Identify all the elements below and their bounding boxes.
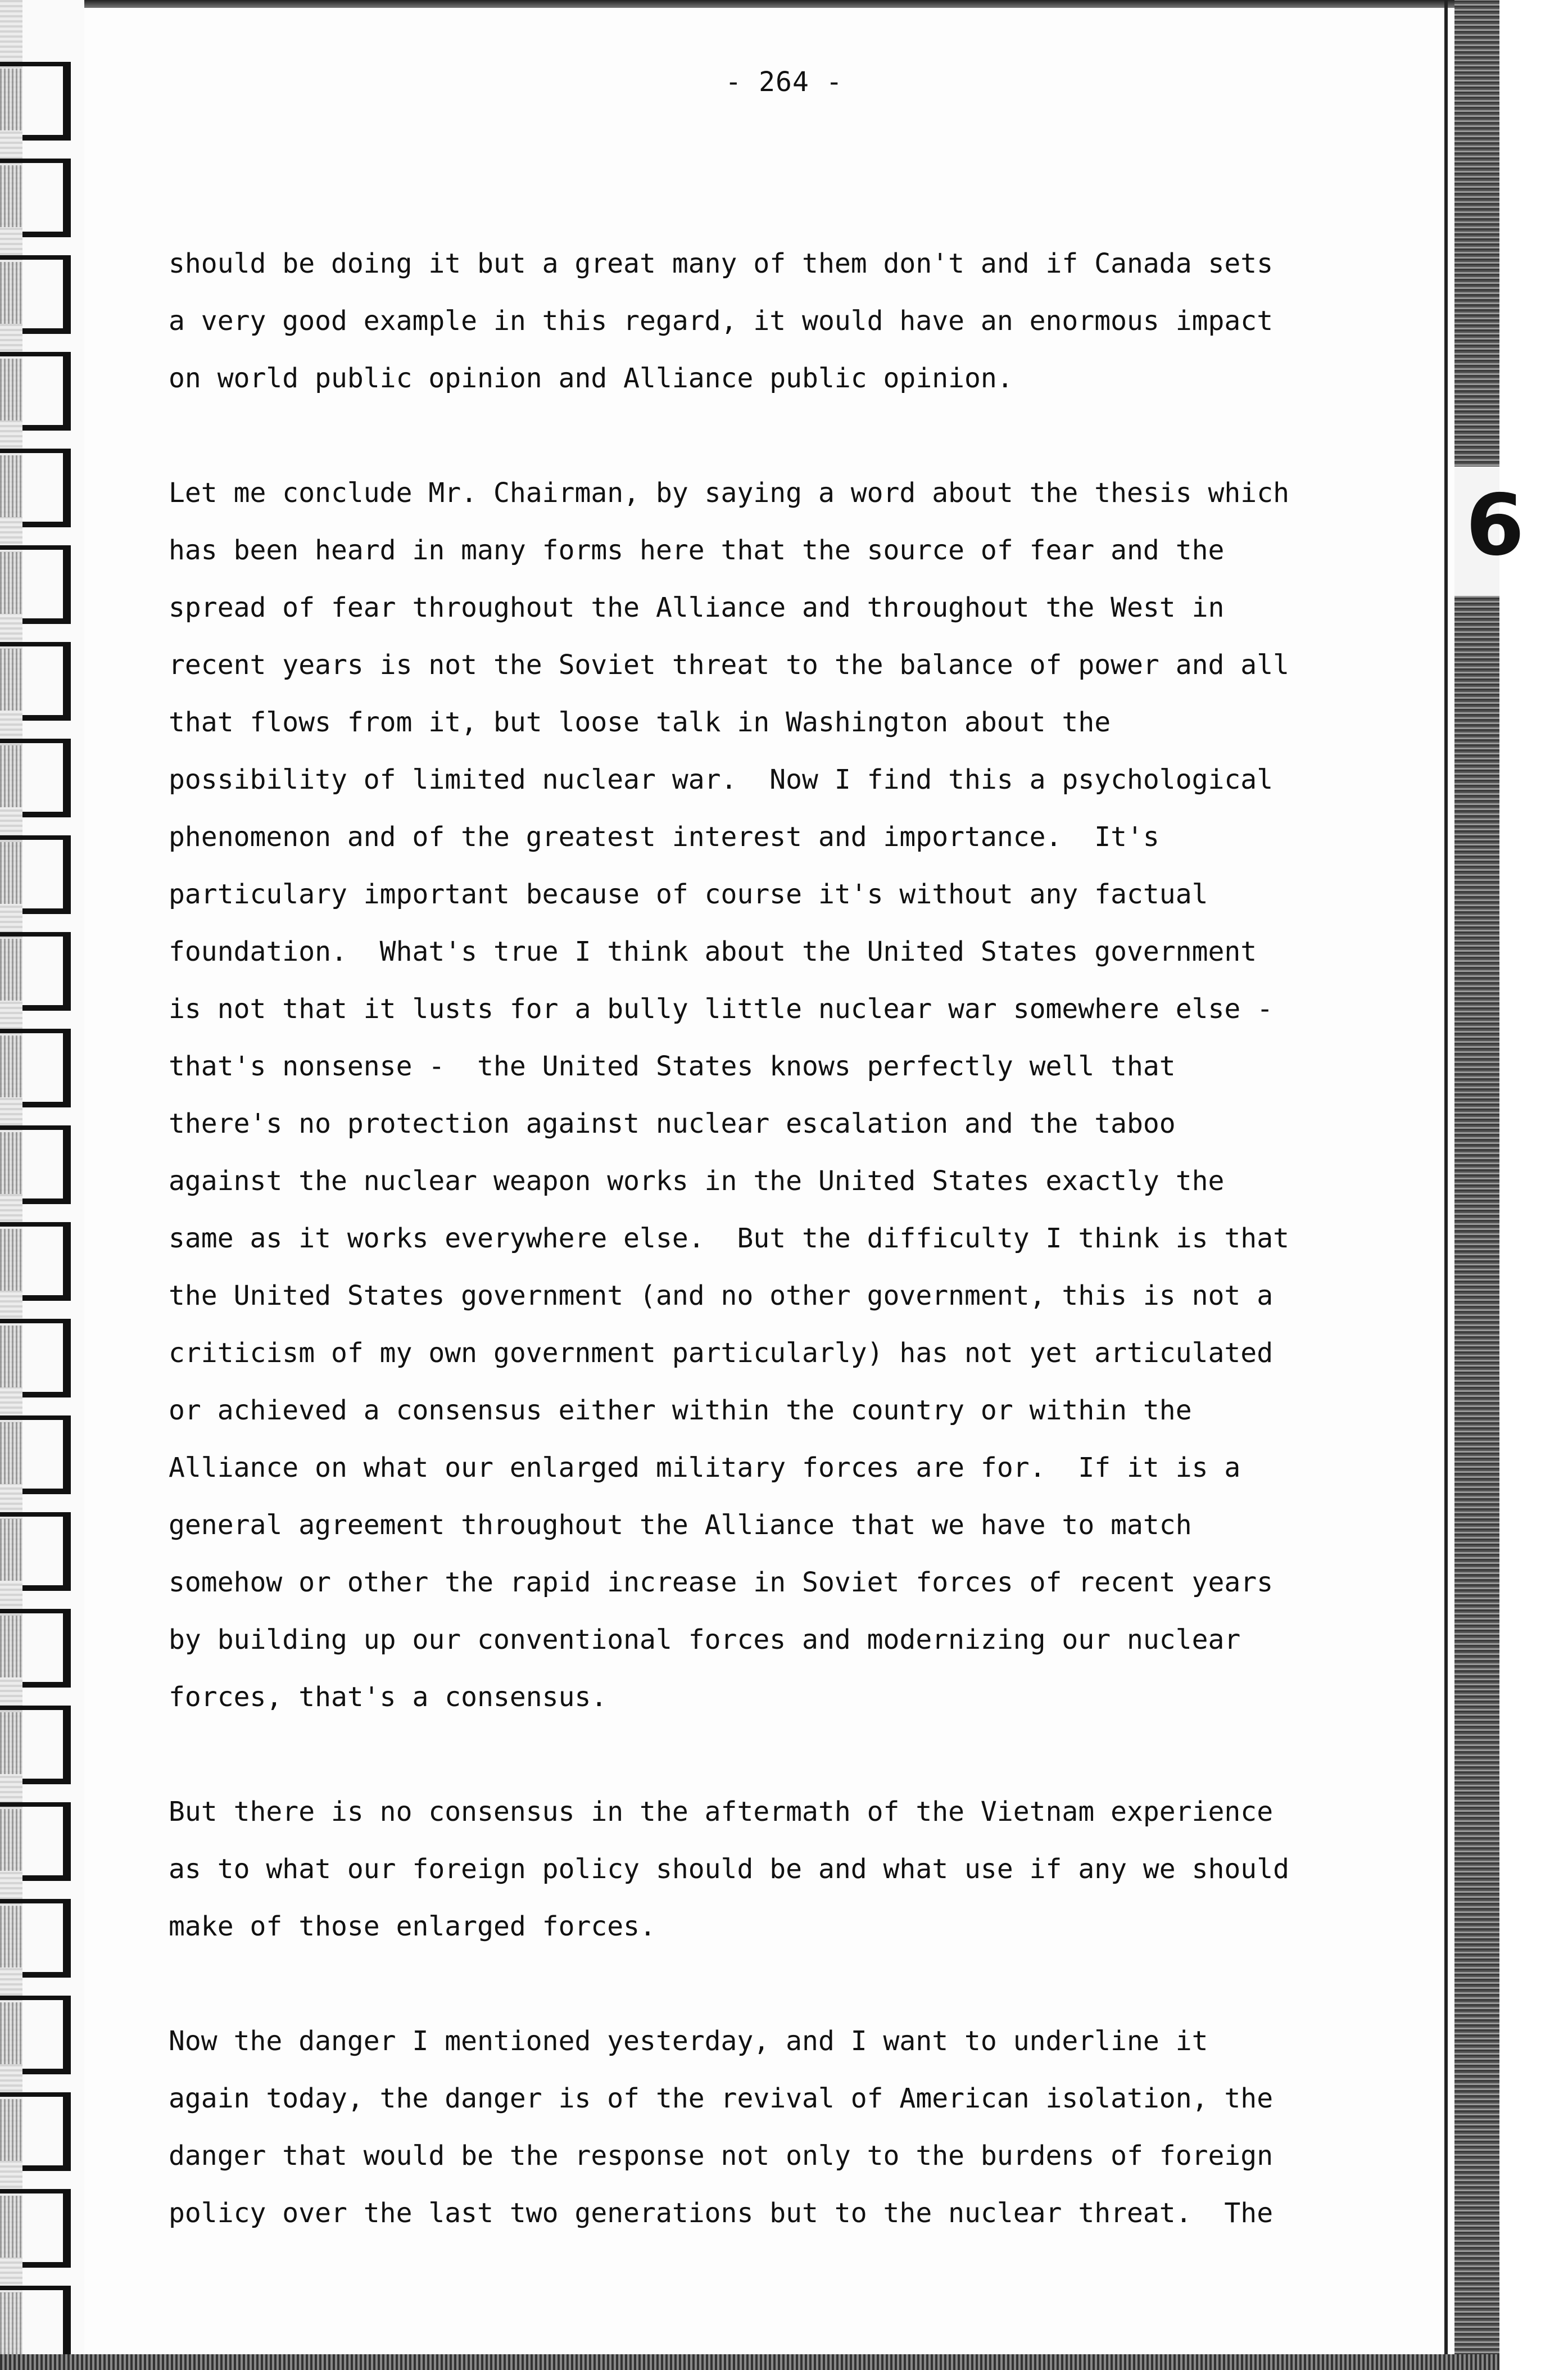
text-line: foundation. What's true I think about the United States government bbox=[169, 936, 1257, 967]
binding-bracket bbox=[0, 1222, 73, 1306]
text-line: make of those enlarged forces. bbox=[169, 1911, 656, 1942]
text-line: general agreement throughout the Alliance that we have to match bbox=[169, 1509, 1192, 1541]
text-line: recent years is not the Soviet threat to the balance of power and all bbox=[169, 649, 1289, 681]
binding-bracket bbox=[0, 642, 73, 726]
binding-bracket bbox=[0, 1029, 73, 1113]
binding-bracket bbox=[0, 2189, 73, 2273]
text-line: the United States government (and no other government, this is not a bbox=[169, 1280, 1274, 1311]
binding-bracket bbox=[0, 1996, 73, 2080]
text-line: forces, that's a consensus. bbox=[169, 1681, 608, 1713]
binding-bracket bbox=[0, 159, 73, 243]
paragraph bbox=[169, 1783, 1377, 1955]
paragraph bbox=[169, 2012, 1377, 2242]
text-line: phenomenon and of the greatest interest and importance. It's bbox=[169, 821, 1159, 853]
text-line: is not that it lusts for a bully little nuclear war somewhere else - bbox=[169, 993, 1274, 1025]
binding-bracket bbox=[0, 352, 73, 436]
paragraph bbox=[169, 464, 1377, 1726]
right-page-edge bbox=[1444, 0, 1448, 2370]
text-line: same as it works everywhere else. But the difficulty I think is that bbox=[169, 1223, 1289, 1254]
text-line: Now the danger I mentioned yesterday, and I want to underline it bbox=[169, 2025, 1208, 2057]
text-line: criticism of my own government particularly) has not yet articulated bbox=[169, 1337, 1274, 1369]
binding-bracket bbox=[0, 1415, 73, 1500]
text-line: against the nuclear weapon works in the United States exactly the bbox=[169, 1165, 1225, 1197]
text-line: that flows from it, but loose talk in Washington about the bbox=[169, 707, 1111, 738]
binding-bracket bbox=[0, 2092, 73, 2177]
margin-mark: 6 bbox=[1466, 477, 1525, 575]
binding-bracket bbox=[0, 1899, 73, 1983]
text-line: by building up our conventional forces and modernizing our nuclear bbox=[169, 1624, 1241, 1656]
binding-bracket bbox=[0, 835, 73, 920]
text-line: possibility of limited nuclear war. Now I find this a psychological bbox=[169, 764, 1274, 795]
body-text bbox=[169, 235, 1377, 2242]
text-line: as to what our foreign policy should be and what use if any we should bbox=[169, 1853, 1289, 1885]
scan-bottom-edge bbox=[0, 2354, 1499, 2370]
text-line: policy over the last two generations but to the nuclear threat. The bbox=[169, 2197, 1274, 2229]
text-line: somehow or other the rapid increase in Soviet forces of recent years bbox=[169, 1567, 1274, 1598]
paragraph bbox=[169, 235, 1377, 407]
binding-bracket bbox=[0, 1319, 73, 1403]
text-line: Let me conclude Mr. Chairman, by saying a word about the thesis which bbox=[169, 477, 1289, 509]
text-line: that's nonsense - the United States knows perfectly well that bbox=[169, 1051, 1176, 1082]
text-line: spread of fear throughout the Alliance and throughout the West in bbox=[169, 592, 1225, 623]
text-line: should be doing it but a great many of them don't and if Canada sets bbox=[169, 248, 1274, 279]
scan-top-edge bbox=[0, 0, 1499, 8]
text-line: But there is no consensus in the aftermath of the Vietnam experience bbox=[169, 1796, 1274, 1828]
text-line: there's no protection against nuclear escalation and the taboo bbox=[169, 1108, 1176, 1139]
binding-bracket bbox=[0, 932, 73, 1016]
text-line: on world public opinion and Alliance public opinion. bbox=[169, 363, 1013, 394]
text-line: Alliance on what our enlarged military forces are for. If it is a bbox=[169, 1452, 1241, 1483]
binding-bracket bbox=[0, 739, 73, 823]
text-line: danger that would be the response not only to the burdens of foreign bbox=[169, 2140, 1274, 2172]
text-line: again today, the danger is of the revival of American isolation, the bbox=[169, 2083, 1274, 2114]
binding-bracket bbox=[0, 255, 73, 340]
page-number: - 264 - bbox=[725, 66, 843, 98]
binding-bracket bbox=[0, 1512, 73, 1596]
binding-bracket bbox=[0, 545, 73, 630]
binding-bracket bbox=[0, 1802, 73, 1887]
binding-bracket bbox=[0, 449, 73, 533]
text-line: a very good example in this regard, it would have an enormous impact bbox=[169, 305, 1274, 337]
binding-strip bbox=[0, 0, 84, 2370]
binding-bracket bbox=[0, 1609, 73, 1693]
text-line: or achieved a consensus either within the country or within the bbox=[169, 1395, 1192, 1426]
text-line: has been heard in many forms here that the source of fear and the bbox=[169, 535, 1225, 566]
scan-right-edge bbox=[1454, 0, 1499, 2370]
text-line: particulary important because of course it's without any factual bbox=[169, 879, 1208, 910]
binding-bracket bbox=[0, 1706, 73, 1790]
binding-bracket bbox=[0, 1125, 73, 1210]
